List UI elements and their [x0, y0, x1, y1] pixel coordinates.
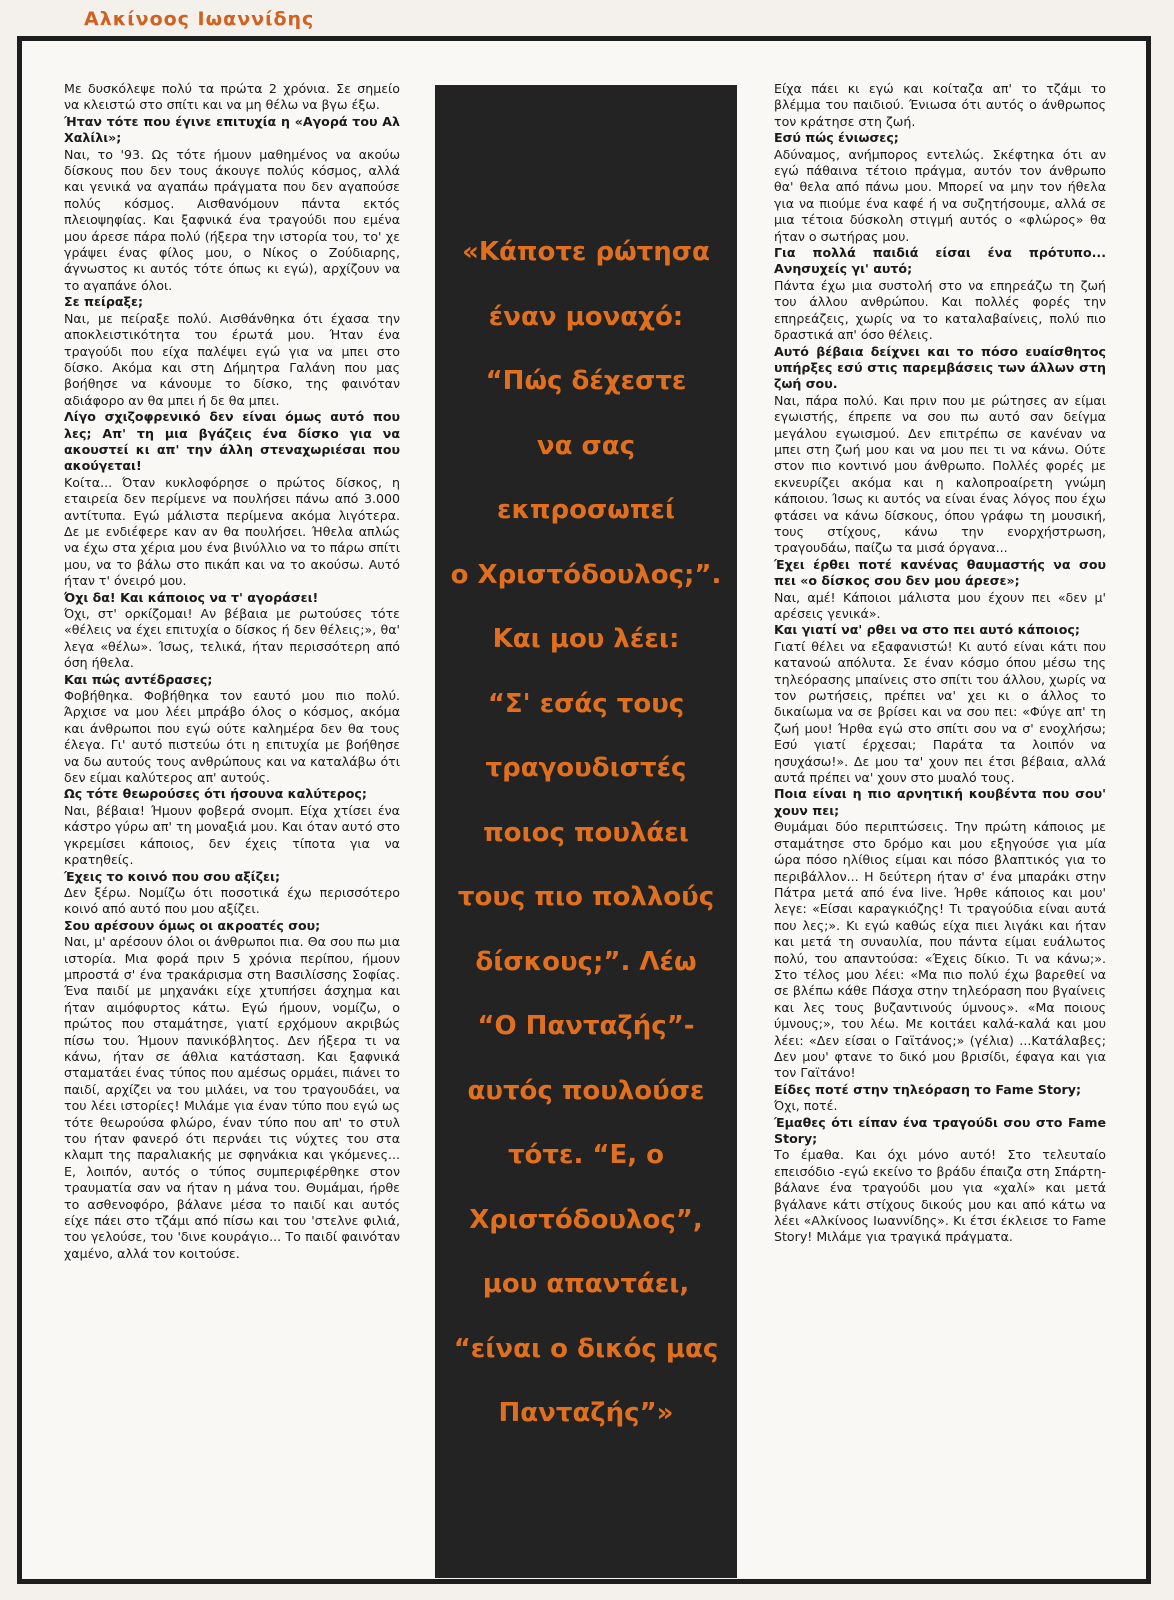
interview-question: Ήταν τότε που έγινε επιτυχία η «Αγορά του Αλ Χαλίλι»;: [64, 113, 400, 146]
interview-answer: Αδύναμος, ανήμπορος εντελώς. Σκέφτηκα ότι αν εγώ πάθαινα τέτοιο πράγμα, αυτόν τον άνθρωπο θα' θελα από πάνω μου. Μπορεί να μην τον ήθελα για να πιούμε ένα καφέ ή να συζητήσουμε, αλλά σε μια τέτοια δύσκολη στιγμή αυτός ο «φλώρος» θα ήταν ο σωτήρας μου.: [774, 146, 1106, 244]
article-frame: [17, 36, 1151, 1584]
left-column: [64, 81, 400, 1262]
interview-answer: Το έμαθα. Και όχι μόνο αυτό! Στο τελευταίο επεισόδιο -εγώ εκείνο το βράδυ έπαιζα στη Σπάρτη- βάλανε ένα τραγούδι μου για «χαλί» και μετά βγάλανε κάτι στίχους δικούς μου και από κάτω να λέει «Αλκίνοος Ιωαννίδης». Κι έτσι έκλεισε το Fame Story! Μιλάμε για τραγικά πράγματα.: [774, 1147, 1106, 1245]
interview-question: Λίγο σχιζοφρενικό δεν είναι όμως αυτό που λες; Απ' τη μια βγάζεις ένα δίσκο για να ακουστεί κι απ' την άλλη στεναχωριέσαι που ακούγεται!: [64, 409, 400, 474]
interview-question: Έχει έρθει ποτέ κανένας θαυμαστής να σου πει «ο δίσκος σου δεν μου άρεσε»;: [774, 556, 1106, 589]
pull-quote-line: έναν μοναχό:: [488, 301, 684, 332]
pull-quote-line: τότε. “Ε, ο: [507, 1140, 665, 1170]
interview-answer: Είχα πάει κι εγώ και κοίταζα απ' το τζάμι το βλέμμα του παιδιού. Ένιωσα ότι αυτός ο άνθρωπος τον κράτησε στη ζωή.: [774, 81, 1106, 129]
interview-answer: Όχι, ποτέ.: [774, 1098, 838, 1114]
interview-question: Είδες ποτέ στην τηλεόραση το Fame Story;: [774, 1081, 1081, 1097]
page-header-author: Αλκίνοος Ιωαννίδης: [84, 8, 315, 30]
pull-quote-line: αυτός πουλούσε: [467, 1075, 705, 1106]
interview-answer: Ναι, με πείραξε πολύ. Αισθάνθηκα ότι έχασα την αποκλειστικότητα του έρωτά μου. Ήταν ένα τραγούδι που είχα παλέψει εγώ για να μπει στο δίσκο. Ακόμα και στη Δήμητρα Γαλάνη που μας βοήθησε να κάνουμε το δίσκο, της φαινόταν αδιάφορο αν θα μπει ή δε θα μπει.: [64, 310, 400, 408]
interview-answer: Φοβήθηκα. Φοβήθηκα τον εαυτό μου πιο πολύ. Άρχισε να μου λέει μπράβο όλος ο κόσμος, ακόμα και άνθρωποι που εγώ ούτε καλημέρα δεν θα τους έλεγα. Γι' αυτό πιστεύω ότι η επιτυχία με βοήθησε να δω αυτούς τους ανθρώπους και να καταλάβω ότι δεν είμαι καλύτερος απ' αυτούς.: [64, 688, 400, 786]
interview-question: Ως τότε θεωρούσες ότι ήσουνα καλύτερος;: [64, 786, 367, 802]
interview-question: Και γιατί να' ρθει να στο πει αυτό κάποιος;: [774, 622, 1080, 638]
interview-question: Έχεις το κοινό που σου αξίζει;: [64, 868, 280, 884]
interview-answer: Με δυσκόλεψε πολύ τα πρώτα 2 χρόνια. Σε σημείο να κλειστώ στο σπίτι και να μη θέλω να βγω έξω.: [64, 81, 400, 113]
pull-quote-line: Πανταζής”»: [498, 1398, 674, 1428]
interview-question: Για πολλά παιδιά είσαι ένα πρότυπο... Ανησυχείς γι' αυτό;: [774, 245, 1106, 277]
interview-question: Και πώς αντέδρασες;: [64, 671, 213, 687]
pull-quote-line: εκπροσωπεί: [496, 495, 675, 525]
interview-answer: Ναι, πάρα πολύ. Και πριν που με ρώτησες αν είμαι εγωιστής, έπρεπε να σου πω αυτό σαν δείγμα μεγάλου εγωισμού. Δεν επιτρέπω σε κανέναν να μπει στη ζωή μου και να μου πει τι να κάνω. Ούτε στον πιο κοντινό μου άνθρωπο. Πολλές φορές με εκνευρίζει ακόμα και η καλοπροαίρετη γνώμη κάποιου. Ίσως κι αυτός να είναι ένας λόγος που έχω φτάσει να κάνω δίσκους, όπου γράφω τη μουσική, τους στίχους, κάνω την ενορχήστρωση, τραγουδάω, παίζω τα μισά όργανα...: [774, 392, 1106, 556]
interview-question: Έμαθες ότι είπαν ένα τραγούδι σου στο Fame Story;: [774, 1114, 1106, 1146]
pull-quote-line: τραγουδιστές: [485, 753, 687, 783]
pull-quote-line: “Σ' εσάς τους: [487, 688, 685, 719]
interview-answer: Δεν ξέρω. Νομίζω ότι ποσοτικά έχω περισσότερο κοινό από αυτό που μου αξίζει.: [64, 884, 400, 917]
interview-question: Εσύ πώς ένιωσες;: [774, 130, 899, 146]
interview-answer: Ναι, βέβαια! Ήμουν φοβερά σνομπ. Είχα χτίσει ένα κάστρο γύρω απ' τη μοναξιά μου. Και όταν αυτό στο γκρεμίσει κάποιος, δεν έχεις τίποτα για να κρατηθείς.: [64, 802, 400, 868]
interview-answer: Κοίτα... Όταν κυκλοφόρησε ο πρώτος δίσκος, η εταιρεία δεν περίμενε να πουλήσει πάνω από 3.000 αντίτυπα. Εγώ μάλιστα περίμενα ακόμα λιγότερα. Δε με ενδιέφερε καν αν θα πουλήσει. Ήθελα απλώς να έχω στα χέρια μου ένα βινύλλιο να το πάρω σπίτι μου, να το βάλω στο πικάπ και να το ακούσω. Αυτό ήταν τ' όνειρό μου.: [64, 474, 400, 589]
interview-answer: Όχι, στ' ορκίζομαι! Αν βέβαια με ρωτούσες τότε «θέλεις να έχει επιτυχία ο δίσκος ή δεν θέλεις;», θα' λεγα «θέλω». Ίσως, τελικά, ήταν περισσότερη από όση ήθελα.: [64, 606, 400, 671]
pull-quote-line: ποιος πουλάει: [483, 817, 689, 848]
pull-quote-line: Χριστόδουλος”,: [469, 1204, 703, 1235]
interview-answer: Γιατί θέλει να εξαφανιστώ! Κι αυτό είναι κάτι που κατανοώ απόλυτα. Σε έναν κόσμο όπου μέσω της τηλεόρασης μπαίνεις στο σπίτι του άλλου, χωρίς να τον ρωτήσεις, πρέπει να' χει κι ο άλλος το δικαίωμα να σε βρίσει και να σου πει: «Φύγε απ' τη ζωή μου! Ήρθα εγώ στο σπίτι σου να σ' ενοχλήσω; Εσύ γιατί έρχεσαι; Παράτα τα λοιπόν να ησυχάσω!». Δε μου τα' χουν πει έτσι βέβαια, αλλά αυτά πρέπει να' χουν στο μυαλό τους.: [774, 638, 1106, 786]
pull-quote-box: [435, 85, 737, 1578]
interview-question: Όχι δα! Και κάποιος να τ' αγοράσει!: [64, 589, 319, 605]
pull-quote-line: “είναι ο δικός μας: [453, 1333, 719, 1364]
pull-quote-line: δίσκους;”. Λέω: [475, 946, 697, 977]
interview-question: Ποια είναι η πιο αρνητική κουβέντα που σου' χουν πει;: [774, 786, 1106, 818]
pull-quote-line: ο Χριστόδουλος;”.: [450, 559, 722, 590]
interview-answer: Πάντα έχω μια συστολή στο να επηρεάζω τη ζωή του άλλου ανθρώπου. Και πολλές φορές την επηρεάζεις, χωρίς να το καταλαβαίνεις, πολύ πιο δραστικά απ' όσο θέλεις.: [774, 277, 1106, 343]
pull-quote-line: “Πώς δέχεστε: [485, 366, 687, 396]
pull-quote: [435, 220, 737, 1446]
interview-answer: Θυμάμαι δύο περιπτώσεις. Την πρώτη κάποιος με σταμάτησε στο δρόμο και μου εξηγούσε για μία ώρα πόσο ηλίθιος είμαι και πόσο βλαπτικός για το περιβάλλον... Η δεύτερη ήταν σ' ένα μπαράκι στην Πάτρα μετά από ένα live. Ήρθε κάποιος και μου' λεγε: «Είσαι καραγκιόζης! Τι τραγούδια είναι αυτά που λες;». Κι εγώ καθώς είχα πιει λιγάκι και ήταν και μετά τη συναυλία, που πάντα είμαι ευάλωτος πολύ, του απαντούσα: «Έχεις δίκιο. Τι να κάνω;». Στο τέλος μου λέει: «Μα πιο πολύ έχω βαρεθεί να σε βλέπω κάθε Πάσχα στην τηλεόραση που βγαίνεις και λες τους βυζαντινούς ύμνους». «Μα ποιους ύμνους;», του λέω. Με κοιτάει καλά-καλά και μου λέει: «Δεν είσαι ο Γαϊτάνος;» (γέλια) ...Κατάλαβες; Δεν μου' φτανε το δικό μου βρισίδι, έφαγα και για τον Γαϊτάνο!: [774, 819, 1106, 1081]
pull-quote-line: να σας: [536, 430, 636, 461]
interview-answer: Ναι, αμέ! Κάποιοι μάλιστα μου έχουν πει «δεν μ' αρέσεις γενικά».: [774, 589, 1106, 621]
interview-question: Αυτό βέβαια δείχνει και το πόσο ευαίσθητος υπήρξες εσύ στις παρεμβάσεις των άλλων στη ζωή σου.: [774, 343, 1106, 392]
interview-question: Σου αρέσουν όμως οι ακροατές σου;: [64, 917, 321, 933]
pull-quote-line: «Κάποτε ρώτησα: [462, 237, 710, 267]
pull-quote-line: “Ο Πανταζής”-: [477, 1011, 695, 1041]
interview-answer: Ναι, το '93. Ως τότε ήμουν μαθημένος να ακούω δίσκους που δεν τους άκουγε πολύς κόσμος, αλλά και γενικά να αγαπάω πράγματα που δεν αγαπούσε πολύς κόσμος. Αισθανόμουν πάντα εκτός πλειοψηφίας. Και ξαφνικά ένα τραγούδι που εμένα μου άρεσε πάρα πολύ (ήξερα την ιστορία του, το' χε γράψει ένας φίλος μου, ο Νίκος ο Ζούδιαρης, άγνωστος κι αυτός τότε όπως κι εγώ), αρχίζουν να το αγαπάνε όλοι.: [64, 146, 400, 293]
right-column: [774, 81, 1106, 1246]
pull-quote-line: Και μου λέει:: [492, 624, 680, 654]
pull-quote-line: μου απαντάει,: [482, 1269, 690, 1299]
pull-quote-line: τους πιο πολλούς: [457, 882, 715, 912]
interview-answer: Ναι, μ' αρέσουν όλοι οι άνθρωποι πια. Θα σου πω μια ιστορία. Μια φορά πριν 5 χρόνια περίπου, ήμουν μπροστά σ' ένα τρακάρισμα στη Βασιλίσσης Σοφίας. Ένα παιδί με μηχανάκι είχε χτυπήσει άσχημα και ήταν αιμόφυρτος κάτω. Εγώ ήμουν, νομίζω, ο πρώτος που σταμάτησε, γιατί ερχόμουν ακριβώς πίσω του. Ήμουν πανικόβλητος. Δεν ήξερα τι να κάνω, ήταν σε άθλια κατάσταση. Και ξαφνικά σταματάει ένας τύπος που αμέσως ορμάει, πιάνει το παιδί, αρχίζει να του μιλάει, να του τραγουδάει, να του λέει ιστορίες! Μιλάμε για έναν τύπο που εγώ ως τότε θεωρούσα φλώρο, έναν τύπο που απ' το στυλ του ήταν φανερό ότι περνάει τις νύχτες του στα κλαμπ της παραλιακής με σφηνάκια και γκόμενες... Ε, λοιπόν, αυτός ο τύπος συμπεριφέρθηκε στον τραυματία σαν να ήταν η μάνα του. Θυμάμαι, ήρθε το ασθενοφόρο, βάλανε μέσα το παιδί και αυτός είχε πάει στο τζάμι από πίσω και του 'στελνε φιλιά, του γελούσε, του 'δινε κουράγιο... Το παιδί φαινόταν χαμένο, αλλά τον κοιτούσε.: [64, 934, 400, 1261]
interview-question: Σε πείραξε;: [64, 294, 144, 310]
